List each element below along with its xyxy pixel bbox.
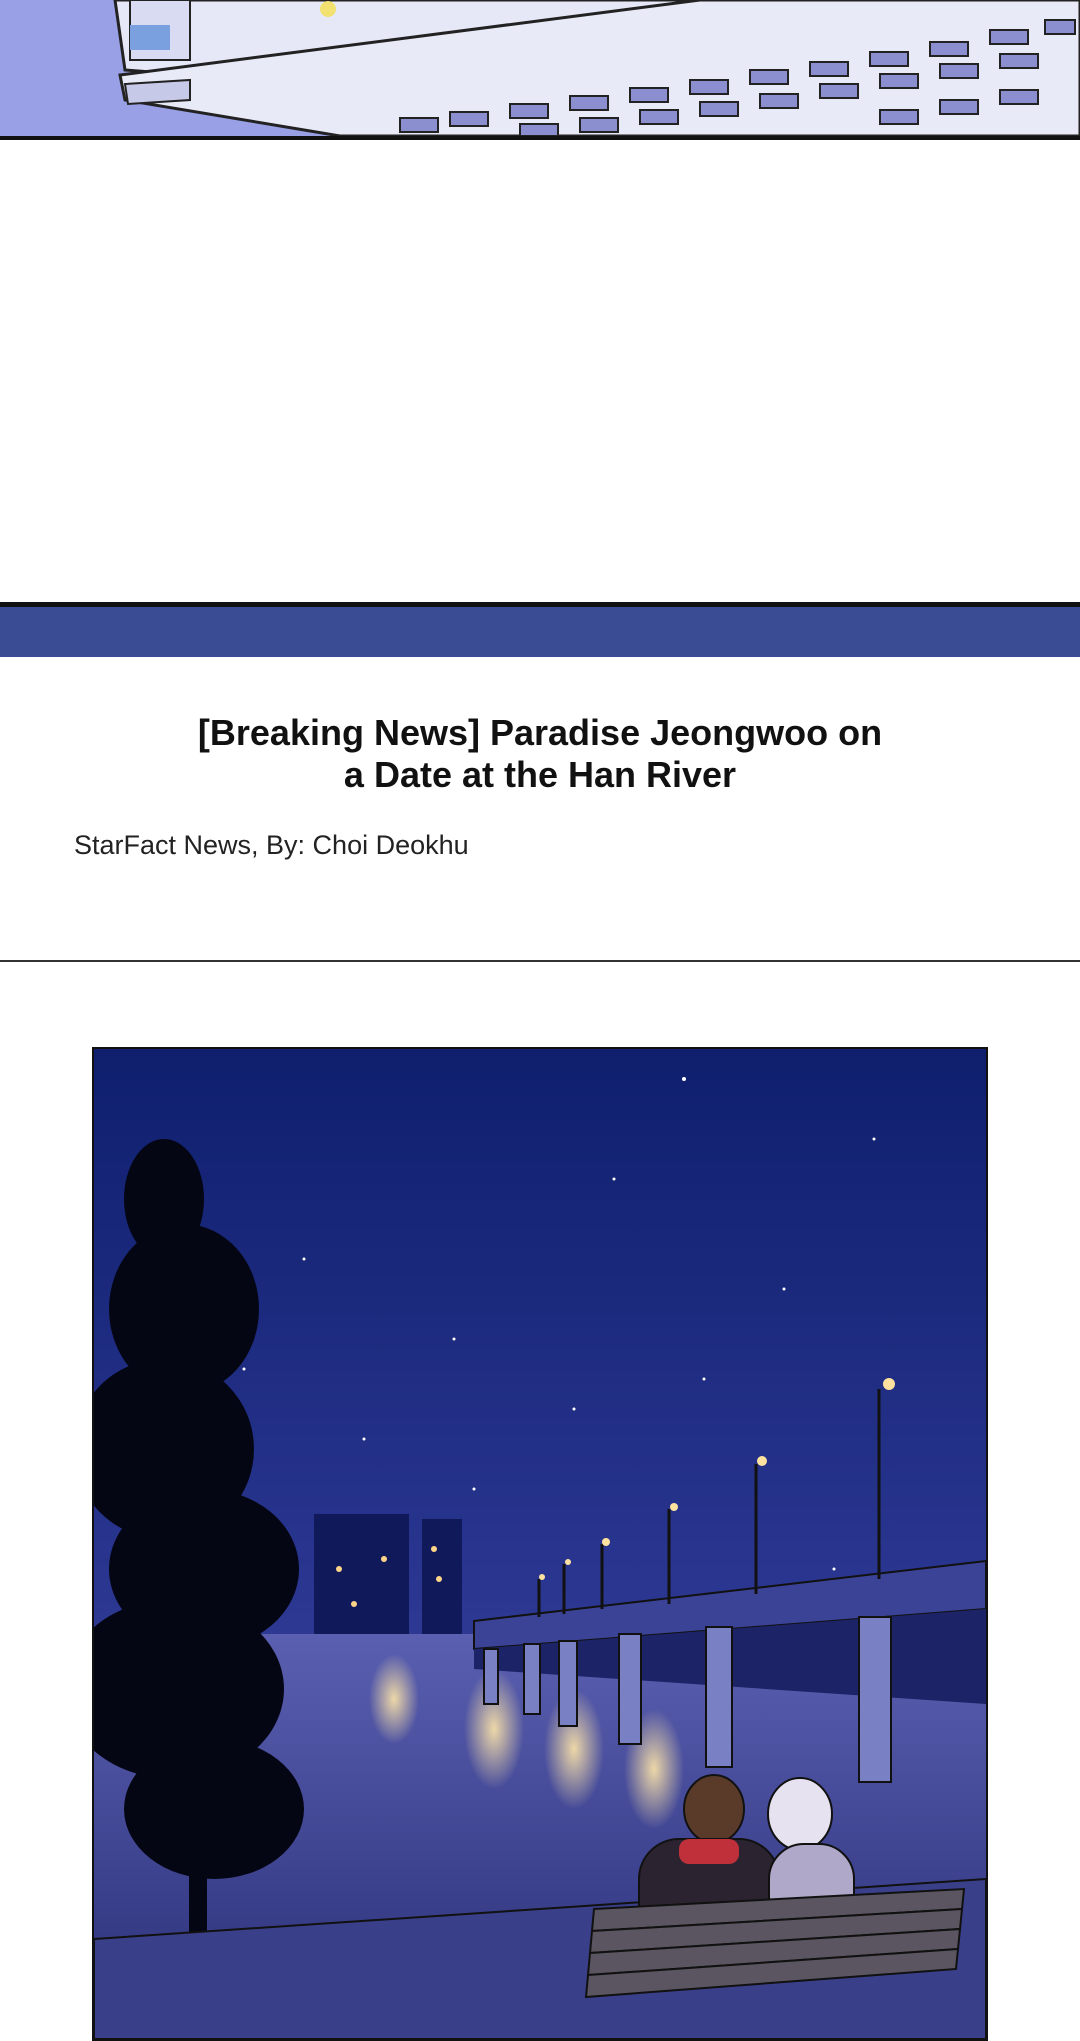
article-headline <box>150 712 930 796</box>
article-header-bar <box>0 602 1080 657</box>
article-byline: StarFact News, By: Choi Deokhu <box>74 830 469 860</box>
night-river-illustration-icon <box>94 1049 986 2039</box>
divider <box>0 960 1080 962</box>
night-river-panel <box>92 1047 988 2041</box>
headline-line-1: [Breaking News] Paradise Jeongwoo on <box>197 712 883 753</box>
laptop-panel <box>0 0 1080 140</box>
headline-line-2: a Date at the Han River <box>343 754 737 795</box>
laptop-illustration-icon <box>0 0 1080 136</box>
